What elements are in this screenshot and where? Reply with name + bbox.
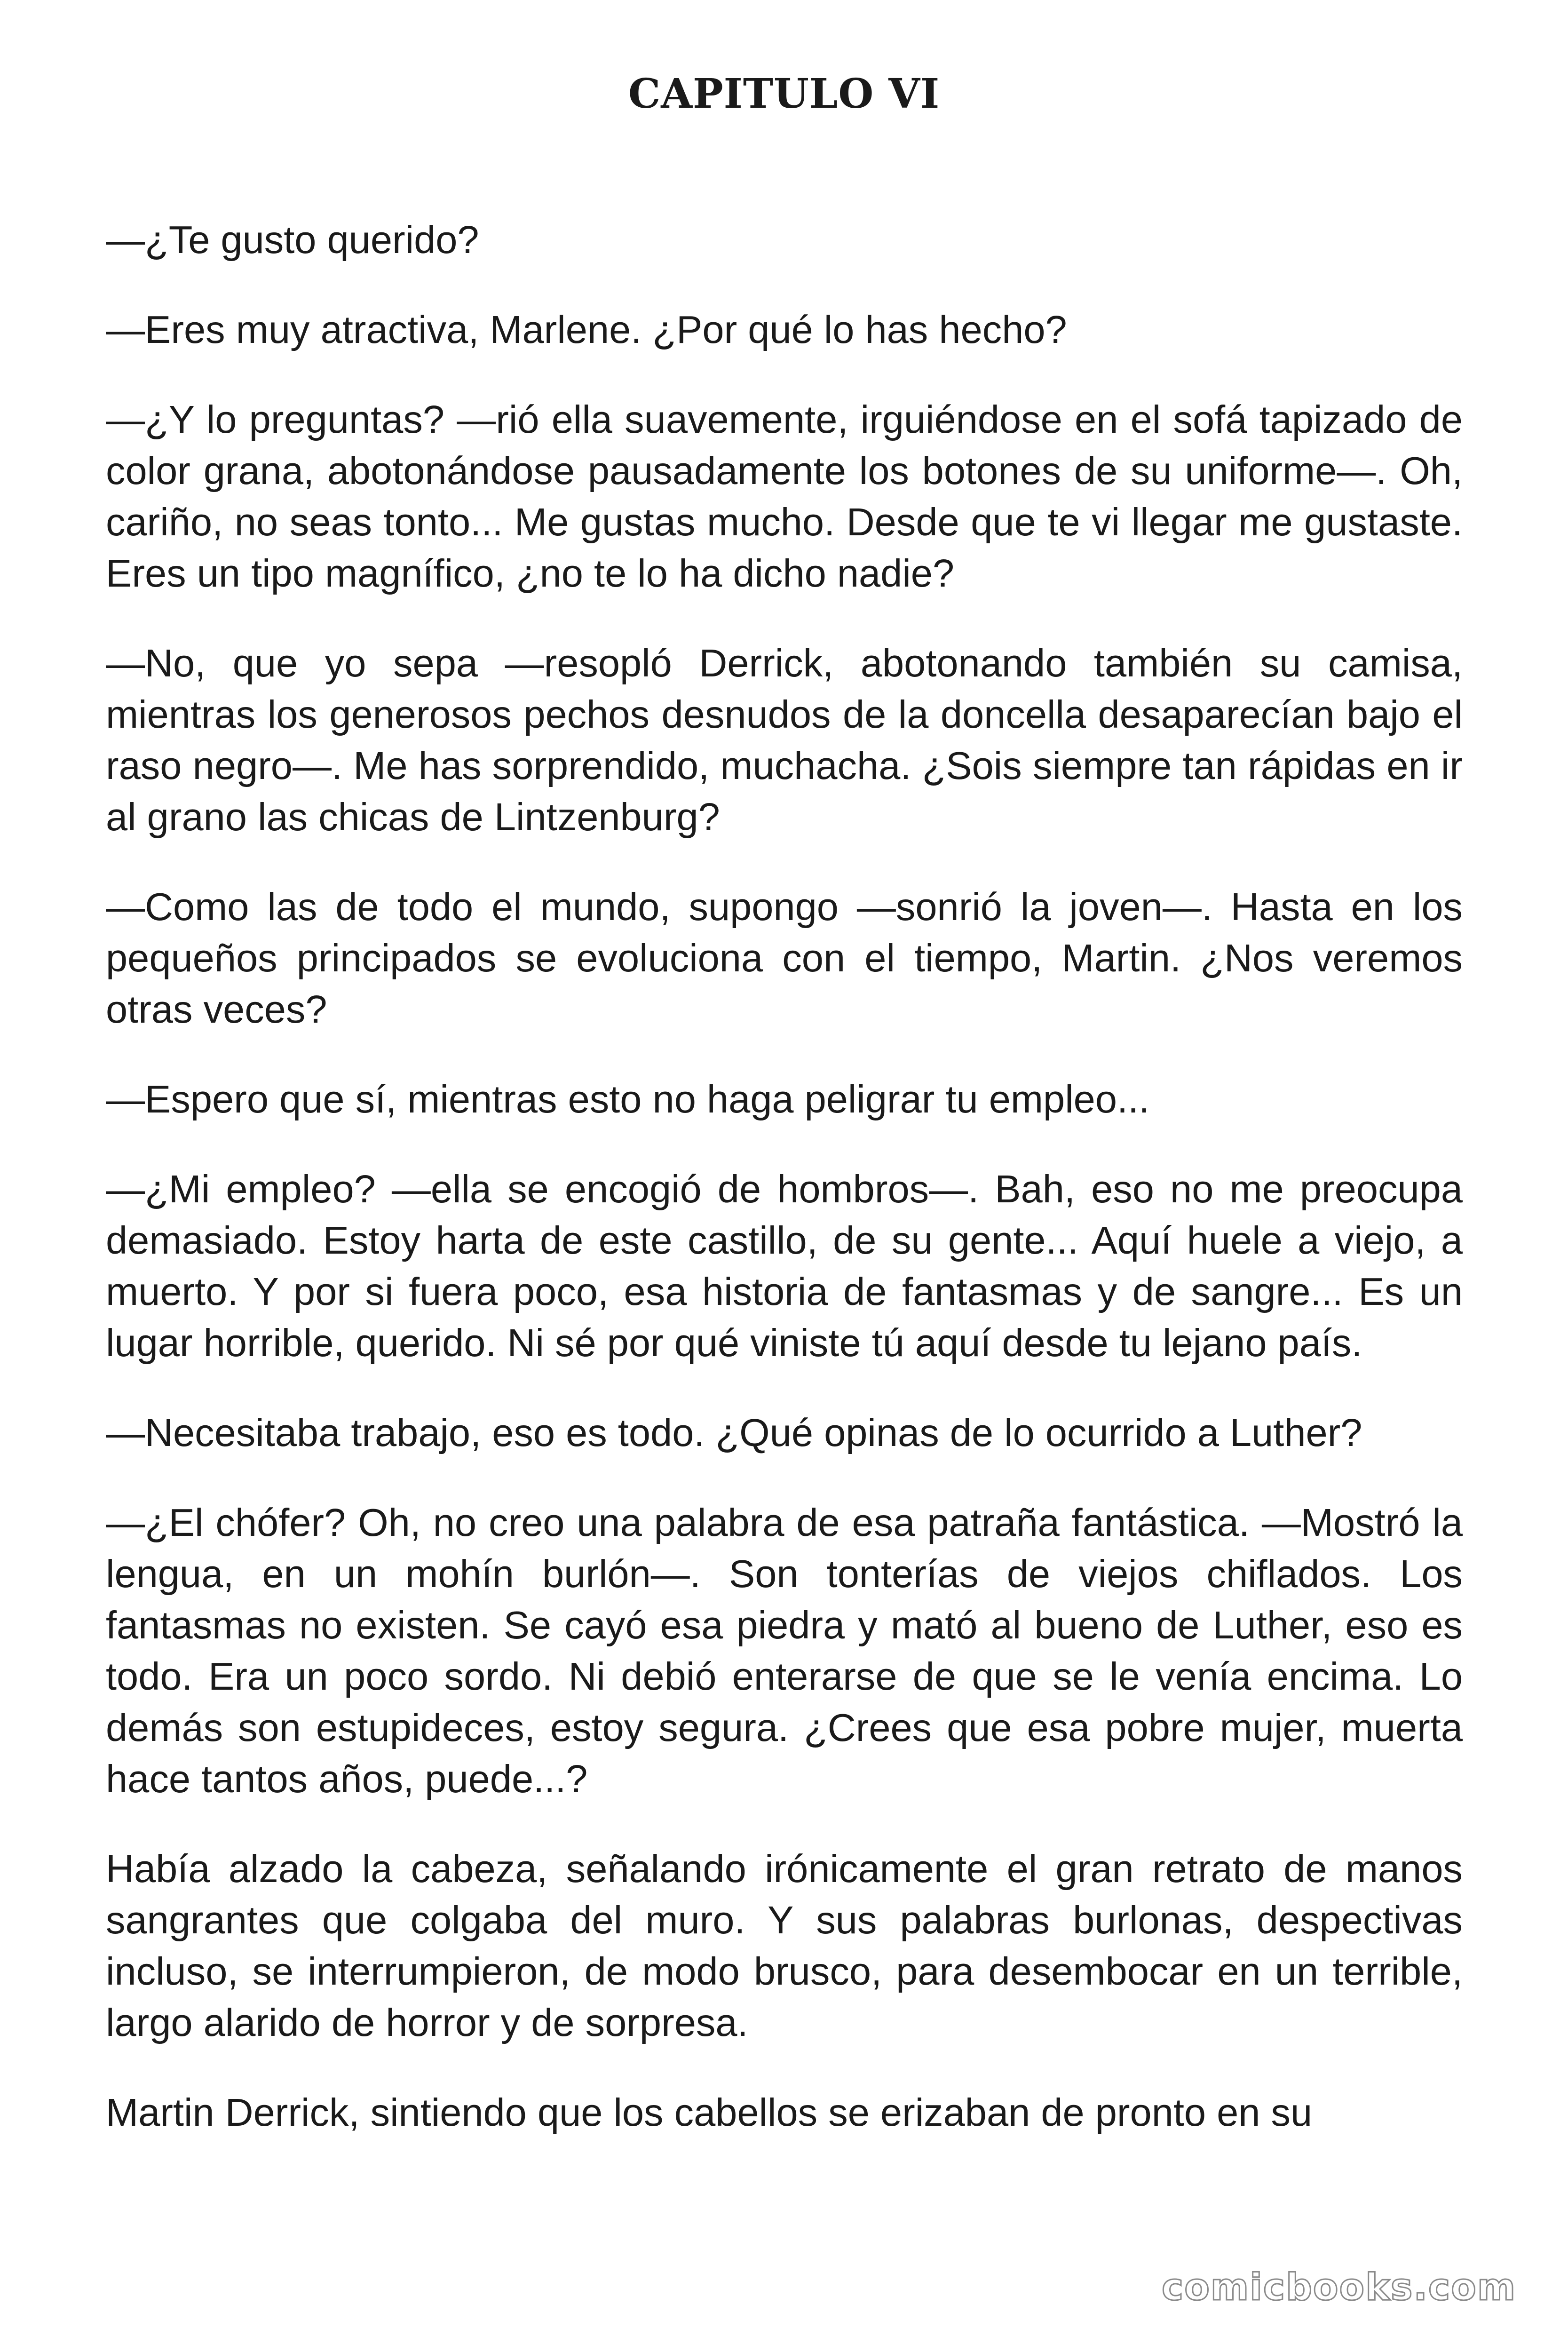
paragraph: —Espero que sí, mientras esto no haga peligrar tu empleo... xyxy=(106,1077,1150,1121)
watermark: comicbooks.com xyxy=(1162,2266,1517,2309)
paragraph: —Necesitaba trabajo, eso es todo. ¿Qué opinas de lo ocurrido a Luther? xyxy=(106,1411,1362,1454)
paragraph: —¿Mi empleo? —ella se encogió de hombros—. Bah, eso no me preocupa demasiado. Estoy harta de este castillo, de su gente... Aquí huele a viejo, a muerto. Y por si fuera poco, esa historia de fantasmas y de sangre... Es un lugar horrible, querido. Ni sé por qué viniste tú aquí desde tu lejano país. xyxy=(106,1167,1463,1365)
paragraph: —Como las de todo el mundo, supongo —sonrió la joven—. Hasta en los pequeños principados se evoluciona con el tiempo, Martin. ¿Nos veremos otras veces? xyxy=(106,885,1463,1031)
paragraph-truncated: Martin Derrick, sintiendo que los cabellos se erizaban de pronto en su xyxy=(106,2090,1313,2134)
chapter-title: CAPITULO VI xyxy=(628,70,940,118)
paragraph: Había alzado la cabeza, señalando irónicamente el gran retrato de manos sangrantes que colgaba del muro. Y sus palabras burlonas, despectivas incluso, se interrumpieron, de modo brusco, para desembocar en un terrible, largo alarido de horror y de sorpresa. xyxy=(106,1847,1463,2044)
paragraph: —No, que yo sepa —resopló Derrick, abotonando también su camisa, mientras los generosos pechos desnudos de la doncella desaparecían bajo el raso negro—. Me has sorprendido, muchacha. ¿Sois siempre tan rápidas en ir al grano las chicas de Lintzenburg? xyxy=(106,641,1463,839)
paragraph: —¿El chófer? Oh, no creo una palabra de esa patraña fantástica. —Mostró la lengua, en un mohín burlón—. Son tonterías de viejos chiflados. Los fantasmas no existen. Se cayó esa piedra y mató al bueno de Luther, eso es todo. Era un poco sordo. Ni debió enterarse de que se le venía encima. Lo demás son estupideces, estoy segura. ¿Crees que esa pobre mujer, muerta hace tantos años, puede...? xyxy=(106,1501,1463,1801)
chapter-body xyxy=(106,214,1463,2138)
paragraph: —¿Te gusto querido? xyxy=(106,218,479,262)
paragraph: —¿Y lo preguntas? —rió ella suavemente, irguiéndose en el sofá tapizado de color grana, abotonándose pausadamente los botones de su uniforme—. Oh, cariño, no seas tonto... Me gustas mucho. Desde que te vi llegar me gustaste. Eres un tipo magnífico, ¿no te lo ha dicho nadie? xyxy=(106,397,1463,595)
paragraph: —Eres muy atractiva, Marlene. ¿Por qué lo has hecho? xyxy=(106,308,1067,351)
